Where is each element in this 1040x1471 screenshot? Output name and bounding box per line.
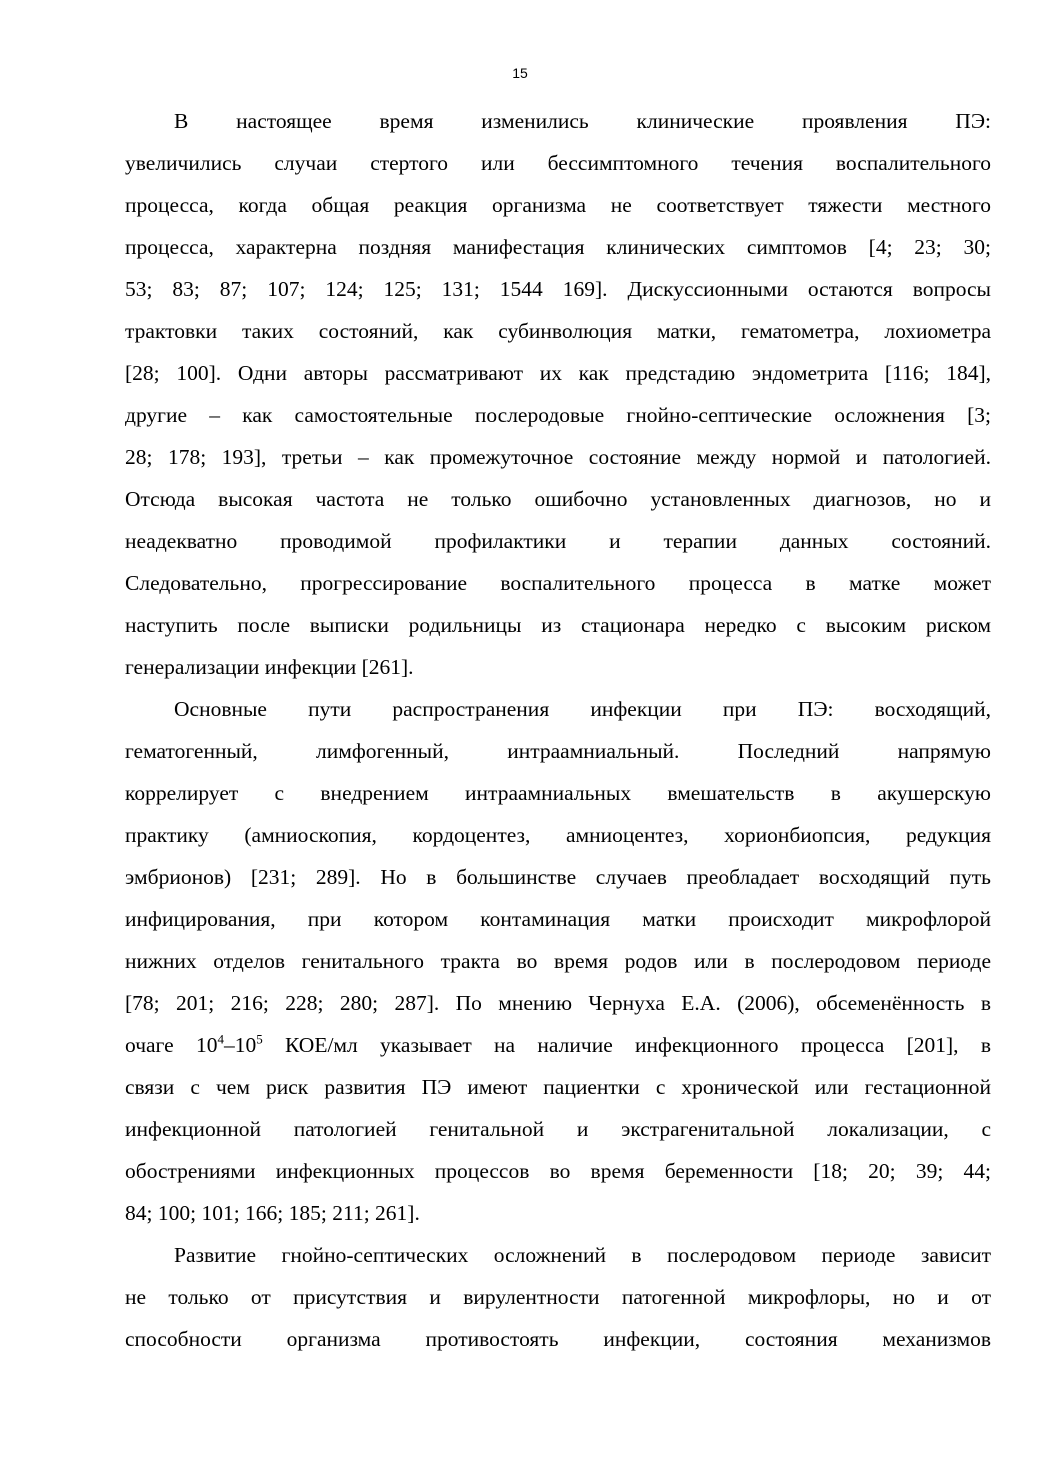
- paragraph-line: 53; 83; 87; 107; 124; 125; 131; 1544 169]. Дискуссионными остаются вопросы: [125, 277, 991, 301]
- paragraph-line: практику (амниоскопия, кордоцентез, амниоцентез, хорионбиопсия, редукция: [125, 823, 991, 847]
- paragraph-line: увеличились случаи стертого или бессимптомного течения воспалительного: [125, 151, 991, 175]
- paragraph-line: процесса, характерна поздняя манифестация клинических симптомов [4; 23; 30;: [125, 235, 991, 259]
- formula-exponent: 4: [217, 1031, 224, 1047]
- paragraph-line: 84; 100; 101; 166; 185; 211; 261].: [125, 1201, 420, 1225]
- paragraph-line: не только от присутствия и вирулентности патогенной микрофлоры, но и от: [125, 1285, 991, 1309]
- paragraph-line: эмбрионов) [231; 289]. Но в большинстве случаев преобладает восходящий путь: [125, 865, 991, 889]
- paragraph-line: другие – как самостоятельные послеродовые гнойно-септические осложнения [3;: [125, 403, 991, 427]
- paragraph-line: гематогенный, лимфогенный, интраамниальный. Последний напрямую: [125, 739, 991, 763]
- formula-before: очаге: [125, 1033, 196, 1057]
- paragraph-line: обострениями инфекционных процессов во время беременности [18; 20; 39; 44;: [125, 1159, 991, 1183]
- paragraph-line: процесса, когда общая реакция организма не соответствует тяжести местного: [125, 193, 991, 217]
- formula-line: [125, 1024, 991, 1066]
- page-number: 15: [512, 65, 528, 81]
- paragraph-line: 28; 178; 193], третьи – как промежуточное состояние между нормой и патологией.: [125, 445, 991, 469]
- paragraph-line: Отсюда высокая частота не только ошибочно установленных диагнозов, но и: [125, 487, 991, 511]
- paragraph-2: [125, 688, 991, 1234]
- paragraph-line: инфицирования, при котором контаминация матки происходит микрофлорой: [125, 907, 991, 931]
- paragraph-line: Основные пути распространения инфекции при ПЭ: восходящий,: [174, 697, 991, 721]
- paragraph-line: Развитие гнойно-септических осложнений в послеродовом периоде зависит: [174, 1243, 991, 1267]
- formula-base: 10: [234, 1033, 257, 1057]
- paragraph-line: нижних отделов генитального тракта во время родов или в послеродовом периоде: [125, 949, 991, 973]
- formula-exponent: 5: [256, 1031, 263, 1047]
- paragraph-line: Следовательно, прогрессирование воспалительного процесса в матке может: [125, 571, 991, 595]
- paragraph-line: способности организма противостоять инфекции, состояния механизмов: [125, 1327, 991, 1351]
- paragraph-line: [28; 100]. Одни авторы рассматривают их как предстадию эндометрита [116; 184],: [125, 361, 991, 385]
- paragraph-line: неадекватно проводимой профилактики и терапии данных состояний.: [125, 529, 991, 553]
- formula-base: 10: [195, 1033, 218, 1057]
- paragraph-line: наступить после выписки родильницы из стационара нередко с высоким риском: [125, 613, 991, 637]
- paragraph-line: трактовки таких состояний, как субинволюция матки, гематометра, лохиометра: [125, 319, 991, 343]
- paragraph-line: генерализации инфекции [261].: [125, 655, 414, 679]
- formula-dash: –: [223, 1033, 235, 1057]
- paragraph-line: [78; 201; 216; 228; 280; 287]. По мнению Чернуха Е.А. (2006), обсеменённость в: [125, 991, 991, 1015]
- paragraph-line: В настоящее время изменились клинические проявления ПЭ:: [174, 109, 991, 133]
- paragraph-3: [125, 1234, 991, 1360]
- paragraph-line: связи с чем риск развития ПЭ имеют пациентки с хронической или гестационной: [125, 1075, 991, 1099]
- paragraph-line: инфекционной патологией генитальной и экстрагенитальной локализации, с: [125, 1117, 991, 1141]
- formula-after: КОЕ/мл указывает на наличие инфекционного процесса [201], в: [262, 1033, 991, 1057]
- paragraph-line: коррелирует с внедрением интраамниальных вмешательств в акушерскую: [125, 781, 991, 805]
- document-body: [125, 100, 991, 1360]
- paragraph-1: [125, 100, 991, 688]
